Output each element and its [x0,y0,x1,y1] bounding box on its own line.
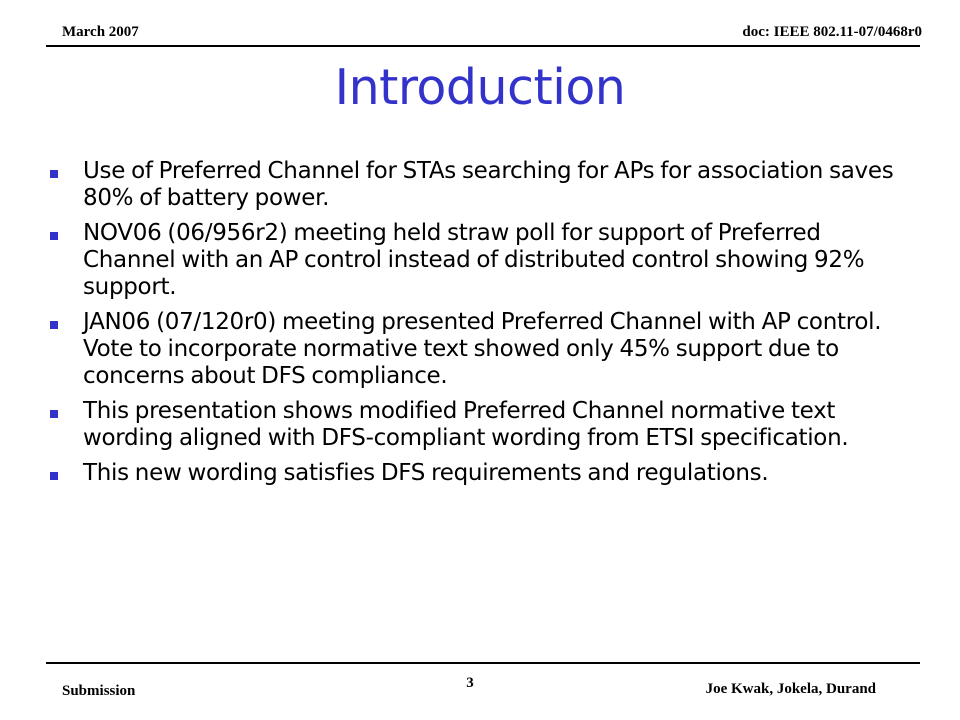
header-rule [46,45,920,47]
square-bullet-icon [50,410,58,418]
square-bullet-icon [50,232,58,240]
square-bullet-icon [50,472,58,480]
page-number: 3 [466,675,474,691]
bullet-item [48,309,908,390]
bullet-text: JAN06 (07/120r0) meeting presented Preferred Channel with AP control. Vote to incorporate normative text showed only 45% support due to concerns about DFS compliance. [83,309,882,389]
footer-rule [46,662,920,664]
bullet-list [48,158,908,495]
footer-submission: Submission [62,683,136,699]
square-bullet-icon [50,321,58,329]
bullet-text: This presentation shows modified Preferred Channel normative text wording aligned with DFS-compliant wording from ETSI specification. [83,398,849,451]
bullet-item [48,398,908,452]
bullet-item [48,220,908,301]
slide-title: Introduction [334,59,626,116]
square-bullet-icon [50,170,58,178]
bullet-item [48,158,908,212]
bullet-item [48,460,908,487]
header-date: March 2007 [62,24,139,40]
header-doc-id: doc: IEEE 802.11-07/0468r0 [742,24,922,40]
bullet-text: NOV06 (06/956r2) meeting held straw poll for support of Preferred Channel with an AP control instead of distributed control showing 92% support. [83,220,865,300]
bullet-text: Use of Preferred Channel for STAs searching for APs for association saves 80% of battery power. [83,158,894,211]
footer-authors: Joe Kwak, Jokela, Durand [705,681,876,697]
bullet-text: This new wording satisfies DFS requirements and regulations. [83,460,769,486]
